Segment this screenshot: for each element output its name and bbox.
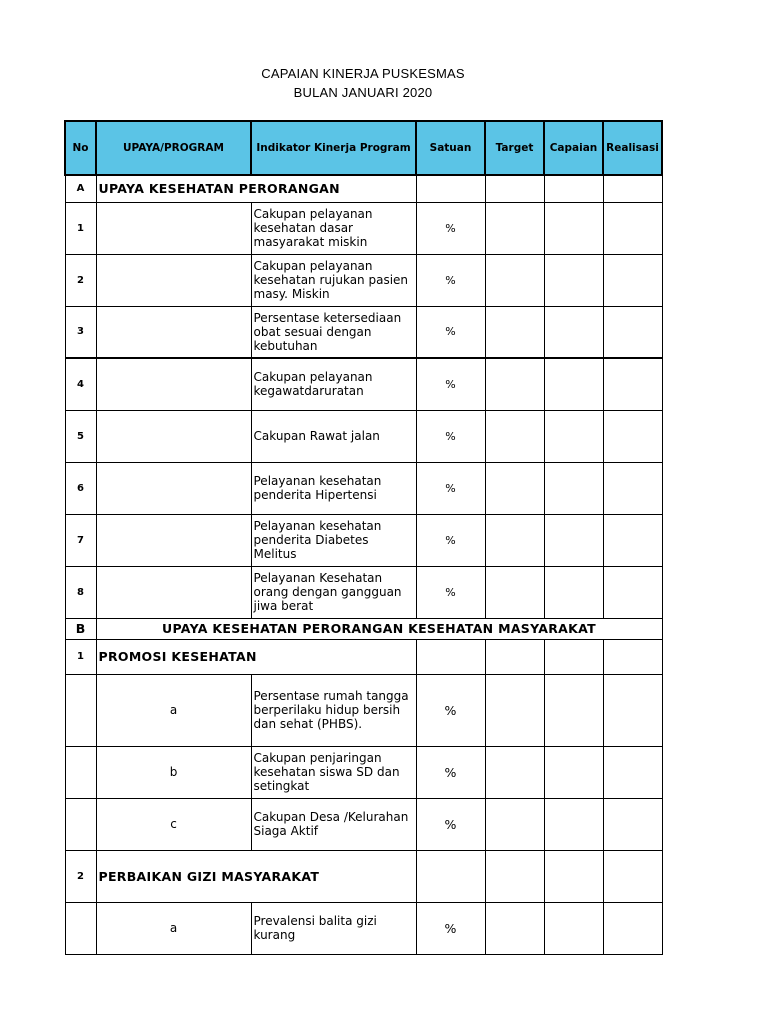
row-capaian[interactable] [544,254,603,306]
row-no: 8 [65,566,96,618]
row-upaya [96,358,251,410]
row-no [65,674,96,746]
row-target[interactable] [485,358,544,410]
row-upaya: a [96,902,251,954]
subsection-target [485,639,544,674]
row-realisasi[interactable] [603,202,662,254]
row-upaya [96,410,251,462]
row-realisasi[interactable] [603,674,662,746]
row-indikator: Cakupan Desa /Kelurahan Siaga Aktif [251,798,416,850]
subsection-label: PERBAIKAN GIZI MASYARAKAT [96,850,416,902]
header-indikator: Indikator Kinerja Program [251,121,416,175]
row-capaian[interactable] [544,306,603,358]
row-capaian[interactable] [544,902,603,954]
row-upaya [96,514,251,566]
row-target[interactable] [485,410,544,462]
row-satuan: % [416,254,485,306]
row-target[interactable] [485,566,544,618]
row-indikator: Cakupan penjaringan kesehatan siswa SD dan setingkat [251,746,416,798]
row-no: 3 [65,306,96,358]
subsection-no: 1 [65,639,96,674]
section-b-row [65,618,662,639]
row-realisasi[interactable] [603,462,662,514]
subsection-realisasi [603,850,662,902]
section-b-no: B [65,618,96,639]
header-target: Target [485,121,544,175]
section-a-realisasi [603,175,662,202]
subsection-capaian [544,850,603,902]
section-a-row [65,175,662,202]
row-indikator: Cakupan pelayanan kesehatan rujukan pasien masy. Miskin [251,254,416,306]
row-satuan: % [416,566,485,618]
row-upaya [96,462,251,514]
table-row [65,358,662,410]
section-b-label: UPAYA KESEHATAN PERORANGAN KESEHATAN MASYARAKAT [96,618,662,639]
subsection-label: PROMOSI KESEHATAN [96,639,416,674]
header-no: No [65,121,96,175]
row-target[interactable] [485,254,544,306]
subsection-capaian [544,639,603,674]
row-capaian[interactable] [544,746,603,798]
table-row [65,410,662,462]
subsection-realisasi [603,639,662,674]
row-no [65,902,96,954]
row-realisasi[interactable] [603,514,662,566]
section-a-target [485,175,544,202]
table-row [65,254,662,306]
row-satuan: % [416,746,485,798]
header-realisasi: Realisasi [603,121,662,175]
header-upaya: UPAYA/PROGRAM [96,121,251,175]
row-no: 2 [65,254,96,306]
row-upaya [96,254,251,306]
row-upaya: c [96,798,251,850]
row-realisasi[interactable] [603,410,662,462]
row-realisasi[interactable] [603,746,662,798]
row-no: 5 [65,410,96,462]
row-realisasi[interactable] [603,902,662,954]
row-satuan: % [416,798,485,850]
row-satuan: % [416,462,485,514]
row-capaian[interactable] [544,566,603,618]
row-satuan: % [416,410,485,462]
row-capaian[interactable] [544,798,603,850]
table-row [65,514,662,566]
table-row [65,566,662,618]
row-satuan: % [416,902,485,954]
row-upaya [96,306,251,358]
row-realisasi[interactable] [603,254,662,306]
row-target[interactable] [485,798,544,850]
row-satuan: % [416,674,485,746]
row-capaian[interactable] [544,358,603,410]
header-satuan: Satuan [416,121,485,175]
section-a-capaian [544,175,603,202]
row-no [65,798,96,850]
performance-table [64,120,663,955]
row-no: 6 [65,462,96,514]
row-indikator: Pelayanan Kesehatan orang dengan gangguan jiwa berat [251,566,416,618]
row-indikator: Prevalensi balita gizi kurang [251,902,416,954]
row-capaian[interactable] [544,202,603,254]
row-indikator: Persentase rumah tangga berperilaku hidup bersih dan sehat (PHBS). [251,674,416,746]
report-title: CAPAIAN KINERJA PUSKESMAS [261,66,465,81]
row-realisasi[interactable] [603,566,662,618]
section-a-no: A [65,175,96,202]
row-upaya: b [96,746,251,798]
row-no: 1 [65,202,96,254]
row-indikator: Persentase ketersediaan obat sesuai dengan kebutuhan [251,306,416,358]
row-satuan: % [416,306,485,358]
row-no [65,746,96,798]
table-row [65,674,662,746]
subsection-no: 2 [65,850,96,902]
row-realisasi[interactable] [603,358,662,410]
table-header-row [65,121,662,175]
row-upaya [96,202,251,254]
subsection-row [65,850,662,902]
row-capaian[interactable] [544,410,603,462]
row-upaya [96,566,251,618]
row-target[interactable] [485,902,544,954]
row-capaian[interactable] [544,462,603,514]
row-target[interactable] [485,746,544,798]
section-a-satuan [416,175,485,202]
table-row [65,902,662,954]
row-realisasi[interactable] [603,798,662,850]
subsection-satuan [416,639,485,674]
row-target[interactable] [485,462,544,514]
subsection-satuan [416,850,485,902]
table-row [65,798,662,850]
row-upaya: a [96,674,251,746]
row-no: 4 [65,358,96,410]
row-target[interactable] [485,202,544,254]
row-target[interactable] [485,514,544,566]
report-subtitle: BULAN JANUARI 2020 [293,85,433,100]
row-target[interactable] [485,674,544,746]
row-indikator: Cakupan Rawat jalan [251,410,416,462]
table-row [65,306,662,358]
row-indikator: Pelayanan kesehatan penderita Hipertensi [251,462,416,514]
row-indikator: Pelayanan kesehatan penderita Diabetes Melitus [251,514,416,566]
row-indikator: Cakupan pelayanan kegawatdaruratan [251,358,416,410]
table-row [65,462,662,514]
subsection-row [65,639,662,674]
row-satuan: % [416,358,485,410]
row-indikator: Cakupan pelayanan kesehatan dasar masyarakat miskin [251,202,416,254]
row-satuan: % [416,514,485,566]
row-no: 7 [65,514,96,566]
section-a-label: UPAYA KESEHATAN PERORANGAN [96,175,416,202]
table-row [65,202,662,254]
row-target[interactable] [485,306,544,358]
table-row [65,746,662,798]
row-realisasi[interactable] [603,306,662,358]
header-capaian: Capaian [544,121,603,175]
row-satuan: % [416,202,485,254]
row-capaian[interactable] [544,514,603,566]
subsection-target [485,850,544,902]
row-capaian[interactable] [544,674,603,746]
